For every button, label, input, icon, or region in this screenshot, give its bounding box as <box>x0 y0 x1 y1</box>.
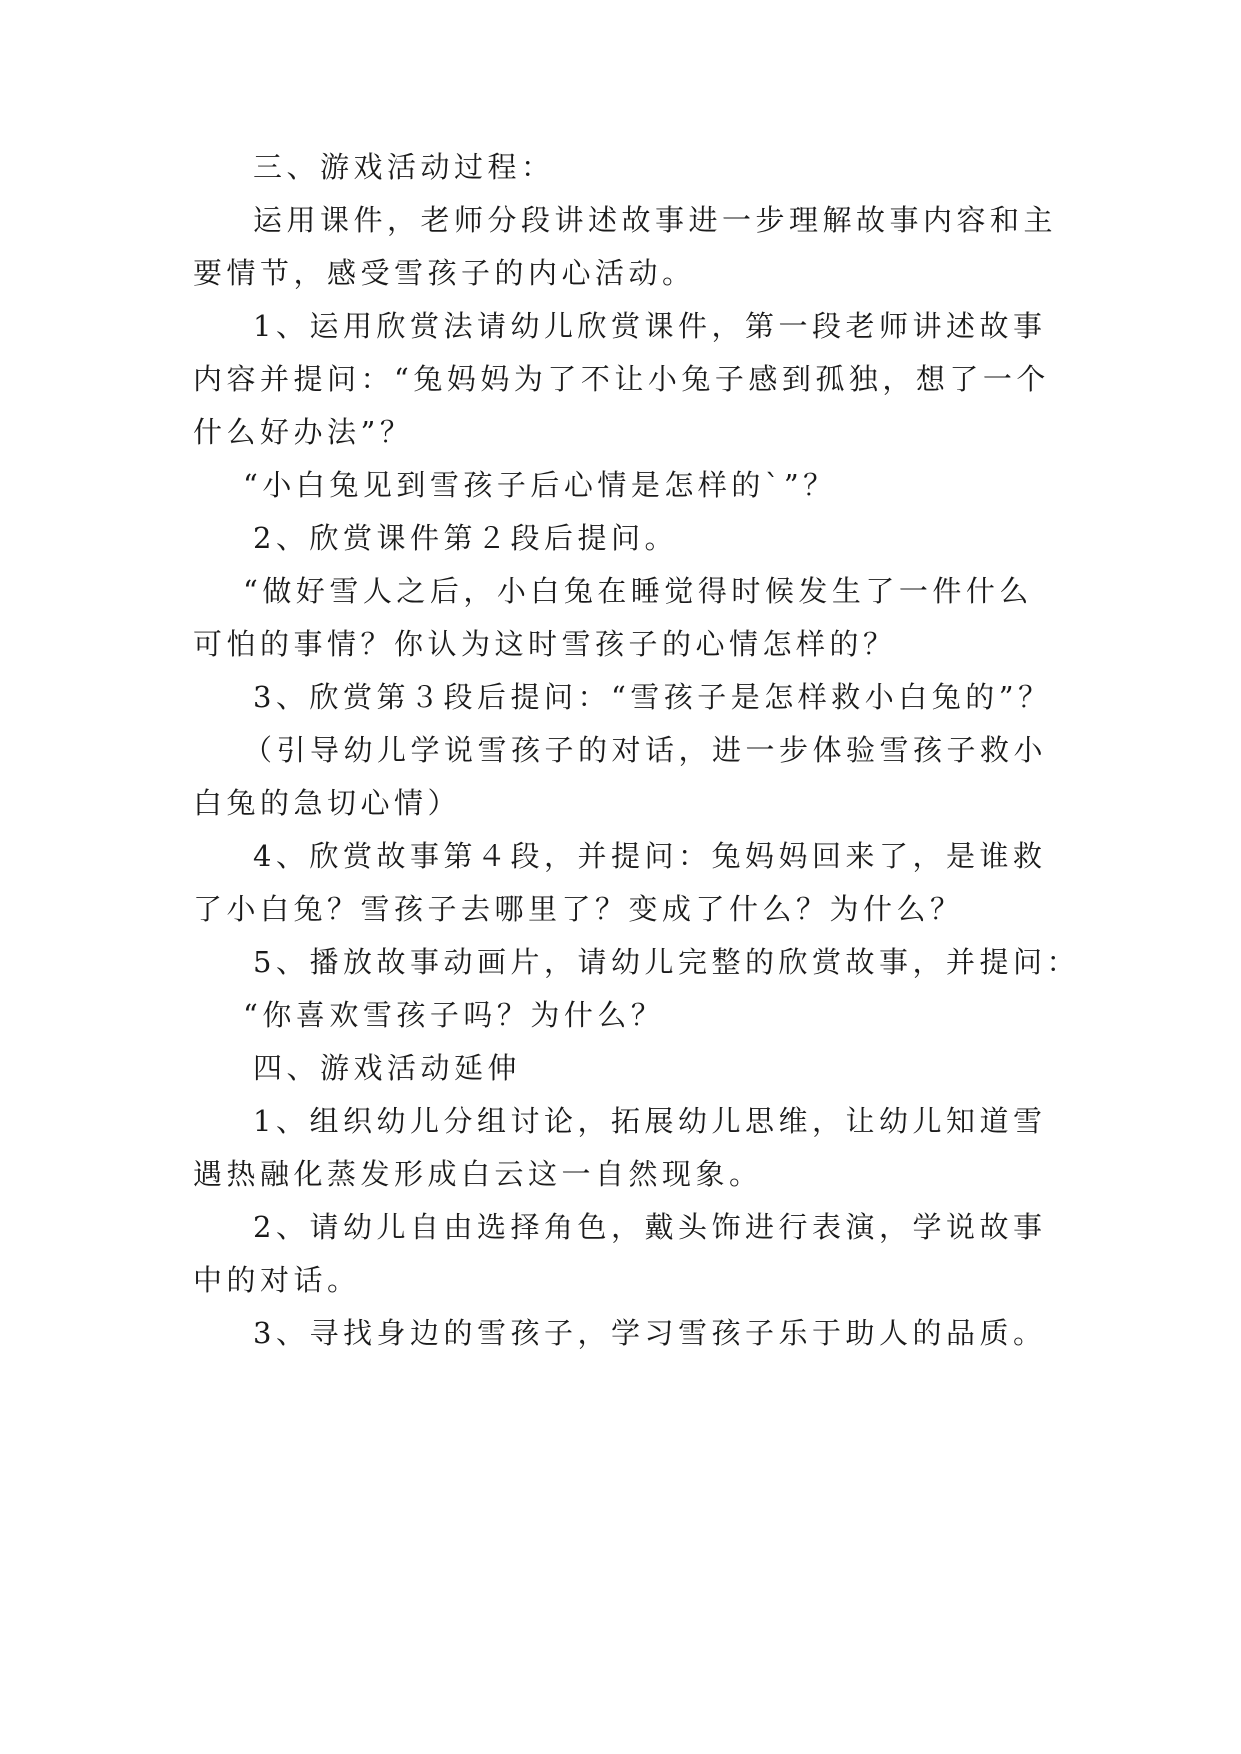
paragraph-line: 3、寻找身边的雪孩子，学习雪孩子乐于助人的品质。 <box>253 1316 1047 1350</box>
paragraph-line: 运用课件，老师分段讲述故事进一步理解故事内容和主 <box>253 203 1058 237</box>
section-heading-extension: 四、游戏活动延伸 <box>253 1051 522 1085</box>
paragraph-line: 了小白兔？雪孩子去哪里了？变成了什么？为什么？ <box>193 892 964 926</box>
paragraph-line: 遇热融化蒸发形成白云这一自然现象。 <box>193 1157 763 1191</box>
paragraph-line: “做好雪人之后，小白兔在睡觉得时候发生了一件什么 <box>243 574 1033 608</box>
paragraph-line: 要情节，感受雪孩子的内心活动。 <box>193 256 696 290</box>
paragraph-line: 什么好办法”？ <box>193 415 414 449</box>
paragraph-line: “小白兔见到雪孩子后心情是怎样的`”？ <box>243 468 837 502</box>
paragraph-line: 5、播放故事动画片，请幼儿完整的欣赏故事，并提问： <box>253 945 1080 979</box>
paragraph-line: 2、请幼儿自由选择角色，戴头饰进行表演，学说故事 <box>253 1210 1047 1244</box>
paragraph-line: 4、欣赏故事第４段，并提问：兔妈妈回来了，是谁救 <box>253 839 1047 873</box>
paragraph-line: 3、欣赏第３段后提问：“雪孩子是怎样救小白兔的”？ <box>253 680 1052 714</box>
section-heading-process: 三、游戏活动过程： <box>253 150 555 184</box>
paragraph-line: 可怕的事情？你认为这时雪孩子的心情怎样的？ <box>193 627 897 661</box>
paragraph-line: 1、组织幼儿分组讨论，拓展幼儿思维，让幼儿知道雪 <box>253 1104 1047 1138</box>
paragraph-line: 2、欣赏课件第２段后提问。 <box>253 521 678 555</box>
paragraph-line: 中的对话。 <box>193 1263 361 1297</box>
paragraph-line: 1、运用欣赏法请幼儿欣赏课件，第一段老师讲述故事 <box>253 309 1047 343</box>
paragraph-line: 内容并提问：“兔妈妈为了不让小兔子感到孤独，想了一个 <box>193 362 1050 396</box>
paragraph-line: 白兔的急切心情） <box>193 786 462 820</box>
paragraph-line: （引导幼儿学说雪孩子的对话，进一步体验雪孩子救小 <box>243 733 1048 767</box>
paragraph-line: “你喜欢雪孩子吗？为什么？ <box>243 998 665 1032</box>
